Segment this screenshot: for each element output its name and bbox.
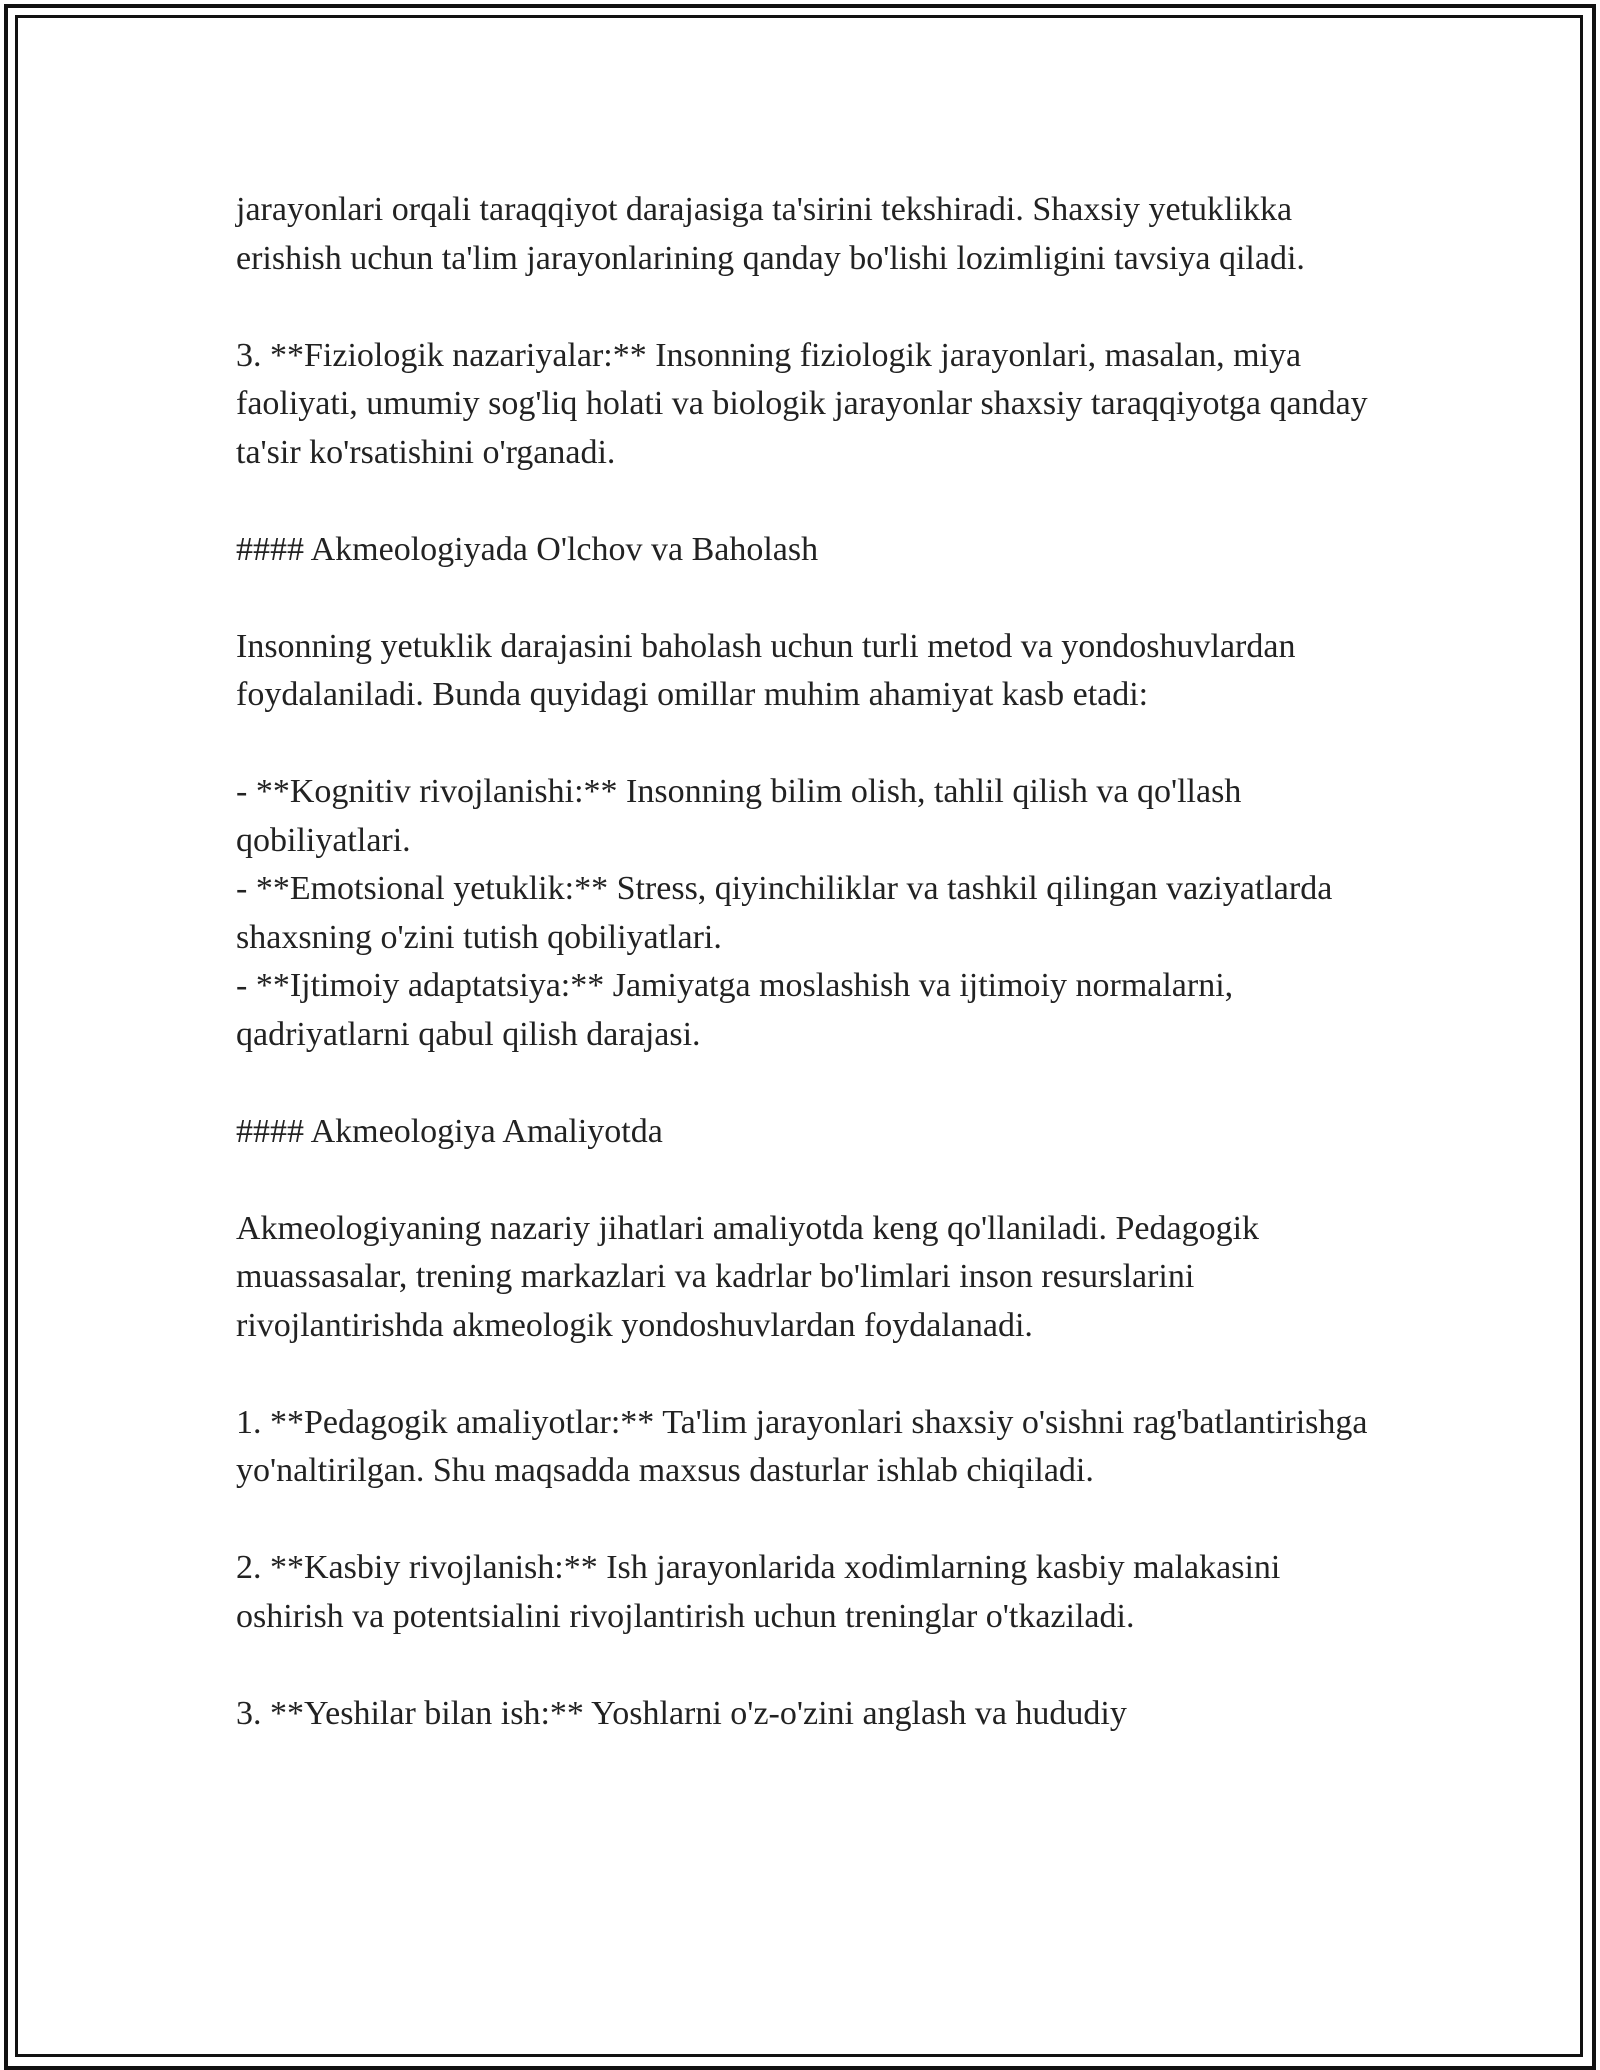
bullet-list [236, 768, 1376, 1059]
paragraph-fiziologik: 3. **Fiziologik nazariyalar:** Insonning fiziologik jarayonlari, masalan, miya faoliyati, umumiy sog'liq holati va biologik jarayonlar shaxsiy taraqqiyotga qanday ta'sir ko'rsatishini o'rganadi. [236, 336, 1368, 471]
heading-olchov-baholash: #### Akmeologiyada O'lchov va Baholash [236, 530, 819, 568]
list-item-kognitiv: - **Kognitiv rivojlanishi:** Insonning bilim olish, tahlil qilish va qo'llash qobiliyatlari. [236, 773, 1242, 859]
document-body [236, 186, 1376, 1787]
paragraph-pedagogik: 1. **Pedagogik amaliyotlar:** Ta'lim jarayonlari shaxsiy o'sishni rag'batlantirishga yo'naltirilgan. Shu maqsadda maxsus dasturlar ishlab chiqiladi. [236, 1403, 1368, 1489]
paragraph-amaliyot: Akmeologiyaning nazariy jihatlari amaliyotda keng qo'llaniladi. Pedagogik muassasalar, trening markazlari va kadrlar bo'limlari inson resurslarini rivojlantirishda akmeologik yondoshuvlardan foydalanadi. [236, 1209, 1260, 1344]
list-item-emotsional: - **Emotsional yetuklik:** Stress, qiyinchiliklar va tashkil qilingan vaziyatlarda shaxsning o'zini tutish qobiliyatlari. [236, 870, 1333, 956]
paragraph-baholash: Insonning yetuklik darajasini baholash uchun turli metod va yondoshuvlardan foydalaniladi. Bunda quyidagi omillar muhim ahamiyat kasb etadi: [236, 627, 1296, 713]
paragraph-intro: jarayonlari orqali taraqqiyot darajasiga ta'sirini tekshiradi. Shaxsiy yetuklikka erishish uchun ta'lim jarayonlarining qanday bo'lishi lozimligini tavsiya qiladi. [236, 191, 1305, 277]
heading-amaliyotda: #### Akmeologiya Amaliyotda [236, 1112, 663, 1150]
list-item-ijtimoiy: - **Ijtimoiy adaptatsiya:** Jamiyatga moslashish va ijtimoiy normalarni, qadriyatlarni qabul qilish darajasi. [236, 967, 1234, 1053]
paragraph-yoshlar: 3. **Yeshilar bilan ish:** Yoshlarni o'z-o'zini anglash va hududiy [236, 1694, 1127, 1732]
paragraph-kasbiy: 2. **Kasbiy rivojlanish:** Ish jarayonlarida xodimlarning kasbiy malakasini oshirish va potentsialini rivojlantirish uchun treninglar o'tkaziladi. [236, 1549, 1281, 1635]
